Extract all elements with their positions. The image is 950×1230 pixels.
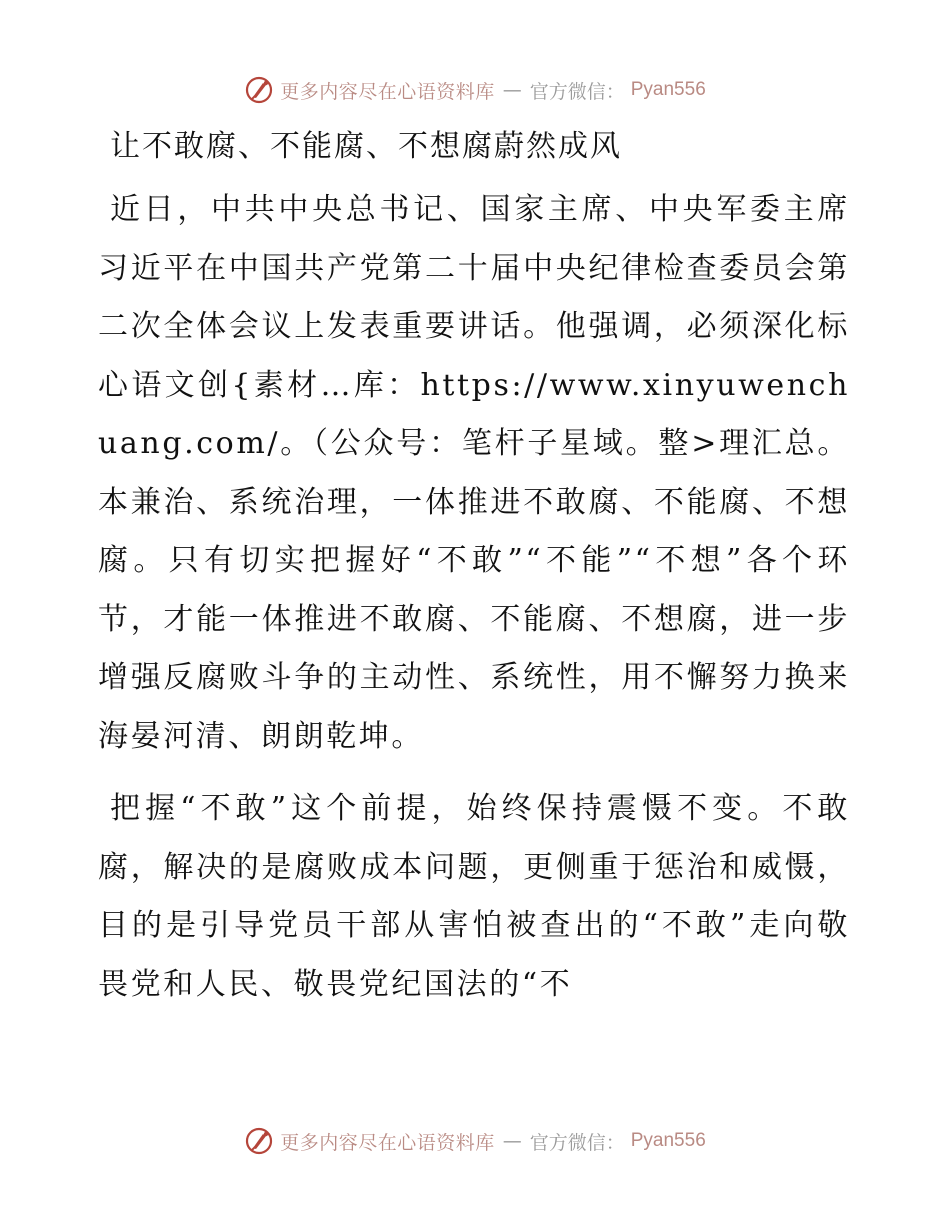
banner-wechat-label: 官方微信： (529, 1131, 625, 1154)
article-paragraph-1: 近日，中共中央总书记、国家主席、中央军委主席习近平在中国共产党第二十届中央纪律检查委员会第二次全体会议上发表重要讲话。他强调，必须深化标心语文创{素材…库：https://www.xinyuwenchuang.com/。（公众号：笔杆子星域。整>理汇总。本兼治、系统治理，一体推进不敢腐、不能腐、不想腐。只有切实把握好“不敢”“不能”“不想”各个环节，才能一体推进不敢腐、不能腐、不想腐，进一步增强反腐败斗争的主动性、系统性，用不懈努力换来海晏河清、朗朗乾坤。 (98, 192, 850, 754)
banner-separator: — (502, 1130, 522, 1152)
quill-logo-icon (244, 75, 274, 105)
footer-watermark-banner (0, 1121, 950, 1161)
banner-wechat-id: Pyan556 (630, 1130, 706, 1151)
banner-text: 更多内容尽在心语资料库 (280, 80, 495, 103)
banner-wechat-id: Pyan556 (630, 79, 706, 100)
article-title: 让不敢腐、不能腐、不想腐蔚然成风 (110, 129, 622, 164)
banner-wechat-label: 官方微信： (529, 80, 625, 103)
quill-logo-icon (244, 1126, 274, 1156)
article-paragraph-2: 把握“不敢”这个前提，始终保持震慑不变。不敢腐，解决的是腐败成本问题，更侧重于惩治和威慑，目的是引导党员干部从害怕被查出的“不敢”走向敬畏党和人民、敬畏党纪国法的“不 (98, 791, 850, 1002)
article-content (98, 118, 850, 1028)
banner-inner (244, 75, 706, 105)
banner-inner (244, 1126, 706, 1156)
banner-separator: — (502, 79, 522, 101)
header-watermark-banner (0, 70, 950, 110)
banner-text: 更多内容尽在心语资料库 (280, 1131, 495, 1154)
